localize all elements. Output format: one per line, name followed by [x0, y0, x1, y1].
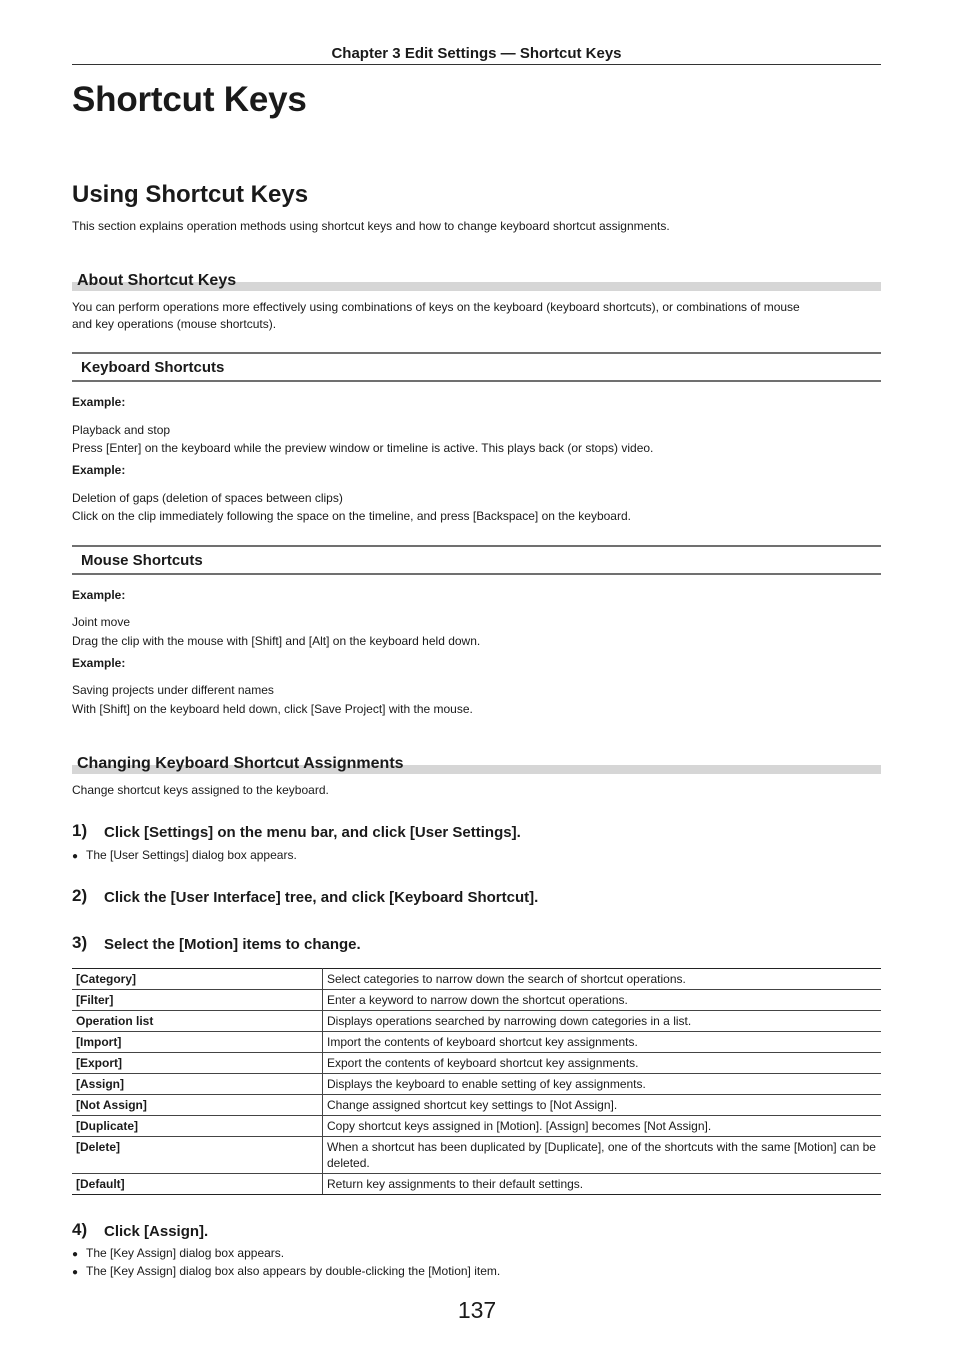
- table-row: [72, 1174, 881, 1195]
- step-number: 1): [72, 821, 88, 840]
- bullet-icon: ●: [72, 1267, 79, 1278]
- changing-heading-text: Changing Keyboard Shortcut Assignments: [77, 755, 404, 772]
- changing-heading: [72, 752, 881, 774]
- example-label: Example:: [72, 395, 126, 409]
- about-heading: [72, 269, 881, 291]
- table-desc: Return key assignments to their default settings.: [323, 1174, 882, 1195]
- table-key: [Default]: [72, 1174, 323, 1195]
- table-row: [72, 1095, 881, 1116]
- table-row: [72, 990, 881, 1011]
- table-key: [Filter]: [72, 990, 323, 1011]
- bullet-icon: ●: [72, 851, 79, 862]
- step-text: Select the [Motion] items to change.: [104, 936, 361, 953]
- keyboard-shortcuts-heading: [72, 352, 881, 382]
- step-note-text: The [Key Assign] dialog box appears.: [86, 1246, 285, 1260]
- table-key: [Export]: [72, 1053, 323, 1074]
- bullet-icon: ●: [72, 1249, 79, 1260]
- changing-intro: Change shortcut keys assigned to the keyboard.: [72, 783, 329, 797]
- about-heading-text: About Shortcut Keys: [77, 272, 237, 289]
- step-number: 2): [72, 886, 88, 905]
- step-text: Click [Settings] on the menu bar, and click [User Settings].: [104, 824, 521, 841]
- step-note: [72, 847, 297, 865]
- table-desc: Select categories to narrow down the search of shortcut operations.: [323, 969, 882, 990]
- example-label: Example:: [72, 463, 126, 477]
- example-description: Drag the clip with the mouse with [Shift] and [Alt] on the keyboard held down.: [72, 634, 481, 648]
- table-row: [72, 1032, 881, 1053]
- table-key: [Duplicate]: [72, 1116, 323, 1137]
- table-desc: Export the contents of keyboard shortcut key assignments.: [323, 1053, 882, 1074]
- table-key: [Delete]: [72, 1137, 323, 1174]
- table-row: [72, 969, 881, 990]
- table-desc: Displays operations searched by narrowing down categories in a list.: [323, 1011, 882, 1032]
- table-row: [72, 1137, 881, 1174]
- step-note-text: The [Key Assign] dialog box also appears by double-clicking the [Motion] item.: [86, 1264, 501, 1278]
- table-row: [72, 1011, 881, 1032]
- example-title: Saving projects under different names: [72, 683, 274, 697]
- keyboard-shortcuts-heading-text: Keyboard Shortcuts: [81, 359, 225, 376]
- step-text: Click the [User Interface] tree, and click [Keyboard Shortcut].: [104, 889, 539, 906]
- table-desc: Change assigned shortcut key settings to [Not Assign].: [323, 1095, 882, 1116]
- step-number: 3): [72, 933, 88, 952]
- step-text: Click [Assign].: [104, 1223, 209, 1240]
- example-title: Deletion of gaps (deletion of spaces between clips): [72, 491, 343, 505]
- step-note: [72, 1245, 284, 1263]
- step-note: [72, 1263, 500, 1281]
- table-row: [72, 1053, 881, 1074]
- mouse-shortcuts-heading: [72, 545, 881, 575]
- example-label: Example:: [72, 656, 126, 670]
- example-description: With [Shift] on the keyboard held down, click [Save Project] with the mouse.: [72, 702, 473, 716]
- section-title: Using Shortcut Keys: [72, 181, 309, 208]
- table-desc: Import the contents of keyboard shortcut key assignments.: [323, 1032, 882, 1053]
- table-desc: Enter a keyword to narrow down the shortcut operations.: [323, 990, 882, 1011]
- table-key: [Not Assign]: [72, 1095, 323, 1116]
- about-text-line2: and key operations (mouse shortcuts).: [72, 317, 277, 331]
- step-note-text: The [User Settings] dialog box appears.: [86, 848, 297, 862]
- page-number: 137: [457, 1297, 497, 1323]
- example-label: Example:: [72, 588, 126, 602]
- example-description: Press [Enter] on the keyboard while the preview window or timeline is active. This plays back (or stops) video.: [72, 441, 654, 455]
- example-title: Playback and stop: [72, 423, 171, 437]
- table-key: [Assign]: [72, 1074, 323, 1095]
- about-text-line1: You can perform operations more effectively using combinations of keys on the keyboard (keyboard shortcuts), or combinations of mouse: [72, 300, 800, 314]
- example-title: Joint move: [72, 615, 131, 629]
- table-desc: Copy shortcut keys assigned in [Motion]. [Assign] becomes [Not Assign].: [323, 1116, 882, 1137]
- table-key: [Category]: [72, 969, 323, 990]
- page-title: Shortcut Keys: [72, 80, 307, 119]
- table-key: Operation list: [72, 1011, 323, 1032]
- table-desc: Displays the keyboard to enable setting of key assignments.: [323, 1074, 882, 1095]
- example-description: Click on the clip immediately following the space on the timeline, and press [Backspace] on the keyboard.: [72, 509, 631, 523]
- motion-items-table: [72, 968, 881, 1195]
- step-number: 4): [72, 1220, 88, 1239]
- table-row: [72, 1074, 881, 1095]
- table-key: [Import]: [72, 1032, 323, 1053]
- table-desc: When a shortcut has been duplicated by [Duplicate], one of the shortcuts with the same [Motion] can be deleted.: [323, 1137, 882, 1174]
- table-row: [72, 1116, 881, 1137]
- mouse-shortcuts-heading-text: Mouse Shortcuts: [81, 552, 203, 569]
- section-intro: This section explains operation methods using shortcut keys and how to change keyboard shortcut assignments.: [72, 219, 670, 233]
- running-header: Chapter 3 Edit Settings — Shortcut Keys: [72, 44, 881, 65]
